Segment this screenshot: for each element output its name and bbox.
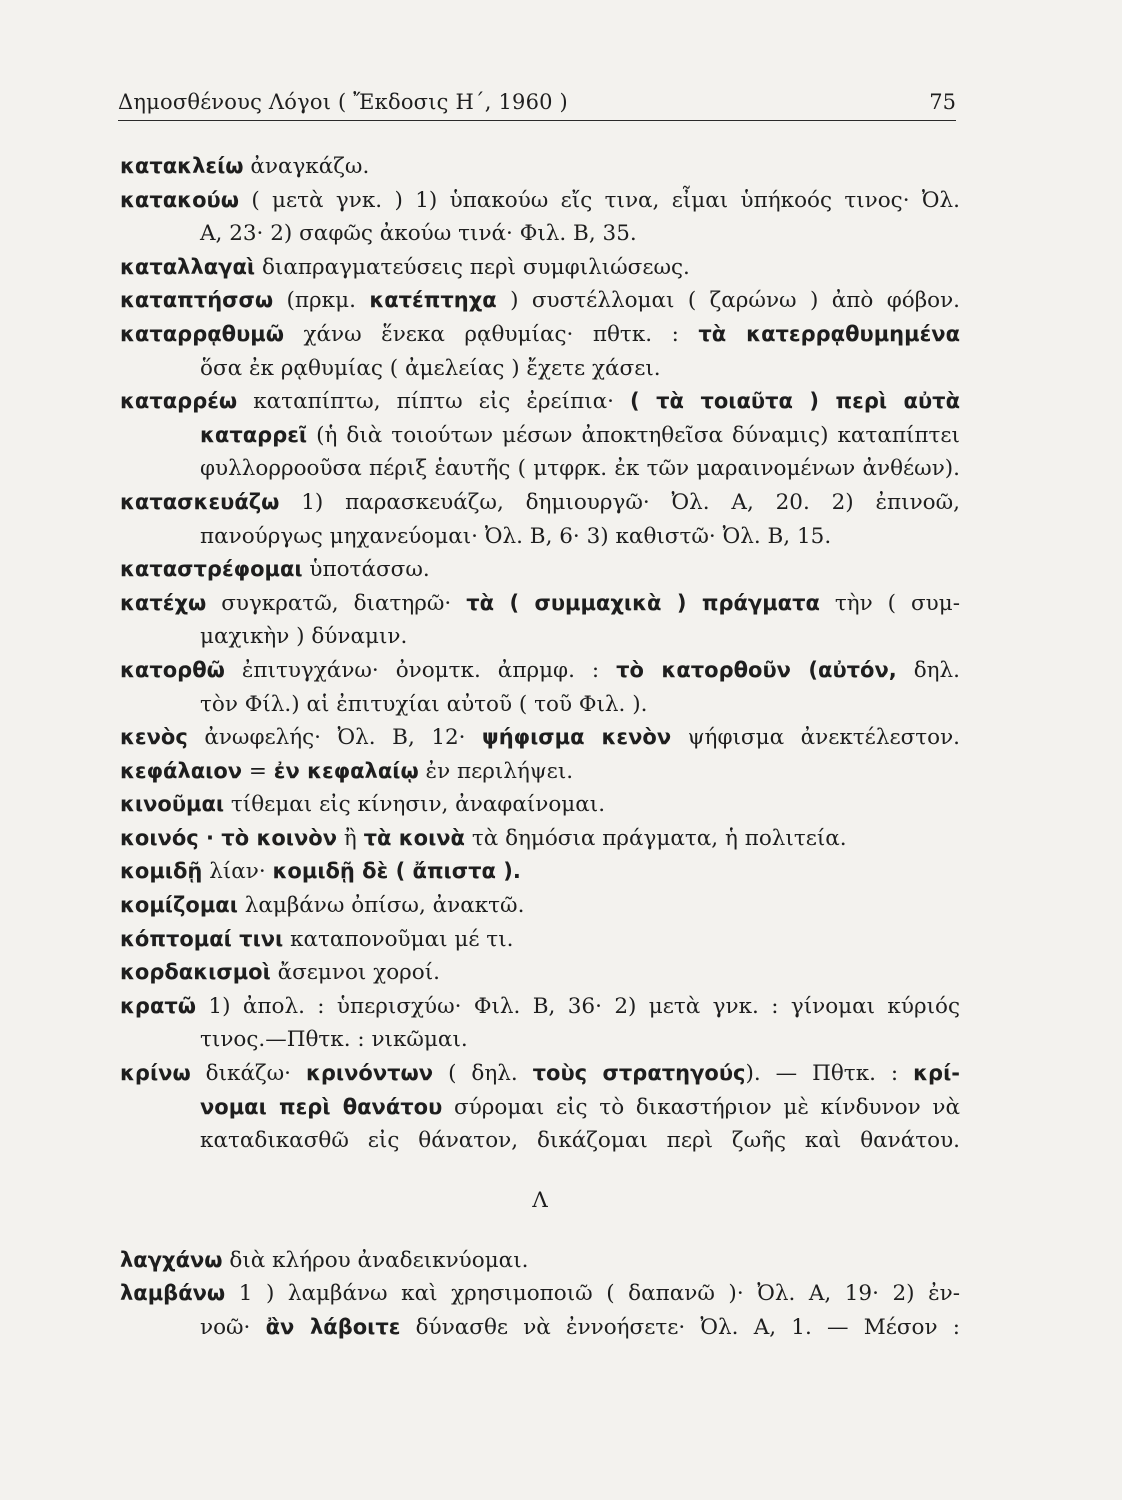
entry-line [120,352,960,386]
headword: νομαι περὶ θανάτου [200,1094,443,1119]
section-letter: Λ [532,1187,548,1213]
entry-line [120,755,960,789]
entry-line [120,553,960,587]
entry-line [120,1277,960,1311]
definition-text: 1 ) λαμβάνω καὶ χρησιμοποιῶ ( δαπανῶ )· Ὀλ. Α, 19· 2) ἐν- [225,1281,960,1307]
entry-line [120,284,960,318]
lambda-entries [120,1244,960,1345]
definition-text: λαμβάνω ὀπίσω, ἀνακτῶ. [237,893,525,919]
kappa-entries [120,150,960,1158]
headword: τὰ ( συμμαχικὰ ) πράγματα [466,590,820,615]
headword: κορδακισμοὶ [120,960,271,985]
headword: καταρρᾳθυμῶ [120,321,284,346]
definition-text: 1) παρασκευάζω, δημιουργῶ· Ὀλ. Α, 20. 2) ἐπινοῶ, [279,489,960,515]
entry-line [120,217,960,251]
definition-text: τίθεμαι εἰς κίνησιν, ἀναφαίνομαι. [224,792,606,818]
entry-line [120,184,960,218]
headword: τὸ κατορθοῦν (αὐτόν, [616,657,897,682]
headword: κατακούω [120,187,239,212]
entry-line [120,855,960,889]
entry-line [120,1057,960,1091]
headword: κρί- [913,1061,960,1086]
header-title: Δημοσθένους Λόγοι ( Ἔκδοσις Η΄, 1960 ) [118,90,568,114]
definition-text: ἀναγκάζω. [243,154,370,179]
running-header [118,88,956,121]
headword: λαγχάνω [120,1247,223,1272]
entry-line [120,318,960,352]
glossary-entries [120,150,960,1345]
definition-text: ) συστέλλομαι ( ζαρώνω ) ἀπὸ φόβον. [496,288,960,314]
headword: κατασκευάζω [120,489,280,514]
definition-text: Α, 23· 2) σαφῶς ἀκούω τινά· Φιλ. Β, 35. [200,221,637,247]
headword: τὰ κοινὰ [363,825,465,850]
definition-text: τὰ δημόσια πράγματα, ἡ πολιτεία. [464,825,847,851]
entry-line [120,452,960,486]
definition-text: νοῶ· [200,1315,266,1340]
definition-text: ( δηλ. [433,1061,533,1087]
entry-line [120,889,960,923]
definition-text: ὅσα ἐκ ρᾳθυμίας ( ἀμελείας ) ἔχετε χάσει. [200,355,661,381]
definition-text: ἄσεμνοι χοροί. [270,960,441,986]
definition-text: τινος.—Πθτκ. : νικῶμαι. [200,1027,468,1053]
headword: κρίνω [120,1061,191,1086]
entry-line [120,990,960,1024]
entry-line [120,822,960,856]
headword: κατέπτηχα [369,288,497,313]
headword: καταστρέφομαι [120,557,303,582]
headword: κενὸς [120,725,188,750]
entry-line [120,620,960,654]
headword: λαμβάνω [120,1281,226,1306]
entry-line [120,587,960,621]
definition-text: δηλ. [896,657,960,683]
definition-text: τὸν Φίλ.) αἱ ἐπιτυχίαι αὐτοῦ ( τοῦ Φιλ. ). [200,691,648,717]
headword: κρατῶ [120,993,197,1018]
entry-line [120,1124,960,1158]
headword: κομιδῇ δὲ ( ἄπιστα ). [272,859,521,884]
headword: ἐν κεφαλαίῳ [273,758,419,783]
entry-line [120,1023,960,1057]
headword: κοινός · τὸ κοινὸν [120,825,338,850]
headword: τὰ κατερρᾳθυμημένα [698,321,960,346]
headword: κινοῦμαι [120,792,225,817]
definition-text: (ἡ διὰ τοιούτων μέσων ἀποκτηθεῖσα δύναμις) καταπίπτει [307,422,960,448]
definition-text: ψήφισμα ἀνεκτέλεστον. [671,725,960,751]
headword: καταρρέω [120,389,238,414]
entry-line [120,788,960,822]
page-number: 75 [929,90,956,114]
definition-text: φυλλορροοῦσα πέριξ ἑαυτῆς ( μτφρκ. ἐκ τῶν μαραινομένων ἀνθέων). [200,456,960,482]
headword: κομίζομαι [120,893,238,918]
headword: ἂν λάβοιτε [265,1315,401,1339]
entry-line [120,150,960,184]
headword: καταλλαγαὶ [120,254,256,279]
headword: ψήφισμα κενὸν [482,725,672,750]
definition-text: χάνω ἕνεκα ρᾳθυμίας· πθτκ. : [283,321,699,347]
headword: κατέχω [120,590,207,615]
definition-text: διαπραγματεύσεις περὶ συμφιλιώσεως. [255,254,690,280]
entry-line [120,1311,960,1345]
headword: κεφάλαιον [120,758,243,783]
definition-text: καταδικασθῶ εἰς θάνατον, δικάζομαι περὶ ζωῆς καὶ θανάτου. [200,1128,960,1154]
headword: καταρρεῖ [200,422,308,447]
definition-text: ( μετὰ γνκ. ) 1) ὑπακούω εἴς τινα, εἶμαι ὑπήκοός τινος· Ὀλ. [238,187,960,213]
headword: τοὺς στρατηγούς [532,1061,746,1086]
entry-line [120,654,960,688]
definition-text: συγκρατῶ, διατηρῶ· [206,590,467,616]
definition-text: δικάζω· [190,1061,306,1087]
headword: καταπτήσσω [120,288,274,313]
entry-line [120,923,960,957]
definition-text: ἐπιτυγχάνω· ὀνομτκ. ἀπρμφ. : [224,657,617,683]
entry-line [120,1091,960,1125]
definition-text: τὴν ( συμ- [819,590,960,616]
headword: κόπτομαί τινι [120,926,284,951]
definition-text: καταπονοῦμαι μέ τι. [283,926,514,952]
definition-text: μαχικὴν ) δύναμιν. [200,624,408,650]
definition-text: δύνασθε νὰ ἐννοήσετε· Ὀλ. Α, 1. — Μέσον : [400,1315,960,1340]
headword: κατορθῶ [120,657,225,682]
definition-text: ὑποτάσσω. [302,557,430,583]
definition-text: καταπίπτω, πίπτω εἰς ἐρείπια· [237,389,631,415]
headword: κατακλείω [120,154,244,178]
definition-text: σύρομαι εἰς τὸ δικαστήριον μὲ κίνδυνον νὰ [442,1094,960,1120]
definition-text: λίαν· [202,859,273,885]
entry-line [120,486,960,520]
headword: κομιδῇ [120,859,203,884]
definition-text: ἀνωφελής· Ὀλ. Β, 12· [187,725,483,751]
entry-line [120,520,960,554]
entry-line [120,385,960,419]
definition-text: 1) ἀπολ. : ὑπερισχύω· Φιλ. Β, 36· 2) μετὰ γνκ. : γίνομαι κύριός [196,993,960,1019]
entry-line [120,1244,960,1278]
entry-line [120,956,960,990]
definition-text: διὰ κλήρου ἀναδεικνύομαι. [222,1247,529,1273]
entry-line [120,721,960,755]
definition-text: πανούργως μηχανεύομαι· Ὀλ. Β, 6· 3) καθιστῶ· Ὀλ. Β, 15. [200,523,832,549]
definition-text: (πρκμ. [273,288,370,314]
entry-line [120,419,960,453]
entry-line [120,688,960,722]
definition-text: ἢ [337,825,364,851]
entry-line [120,251,960,285]
definition-text: ἐν περιλήψει. [418,758,574,784]
definition-text: ). — Πθτκ. : [745,1061,914,1087]
headword: ( τὰ τοιαῦτα ) περὶ αὐτὰ [630,389,960,414]
definition-text: = [242,758,274,784]
headword: κρινόντων [305,1061,434,1086]
